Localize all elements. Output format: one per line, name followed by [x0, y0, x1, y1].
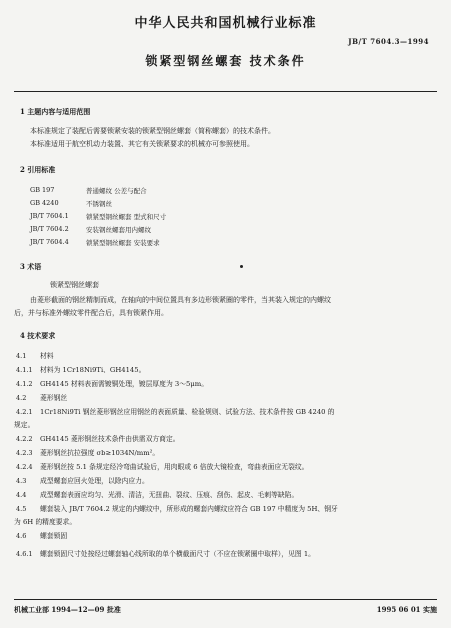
- clause-text: 材料为 1Cr18Ni9Ti、GH4145。: [40, 366, 146, 374]
- clause-number: 4.2.1: [16, 408, 33, 416]
- clause-text: 菱形钢丝按 5.1 条规定经冷弯曲试验后，用肉眼或 6 倍放大镜检查，弯曲表面应无裂纹。: [40, 463, 309, 471]
- clause-number: 4.6.1: [16, 550, 33, 558]
- ref-name: 安装钢丝螺套用内螺纹: [86, 226, 151, 234]
- ref-name: 锁紧型钢丝螺套 安装要求: [86, 239, 160, 247]
- section-3-heading: 3 术语: [20, 262, 42, 271]
- ref-name: 不锈钢丝: [86, 200, 112, 208]
- clause-number: 4.4: [16, 491, 27, 499]
- ref-name: 锁紧型钢丝螺套 型式和尺寸: [86, 213, 167, 221]
- clause-number: 4.1.2: [16, 380, 33, 388]
- clause-text: 成型螺套表面应均匀、光滑、清洁，无扭曲、裂纹、压痕、刮伤、起皮、毛刺等缺陷。: [40, 491, 299, 499]
- ref-name: 普通螺纹 公差与配合: [86, 187, 147, 195]
- clause-text: 成型螺套应回火处理，以除内应力。: [40, 477, 149, 485]
- clause-text-continued: 为 6H 的精度要求。: [14, 518, 77, 526]
- issuing-org-header: 中华人民共和国机械行业标准: [134, 16, 317, 31]
- term-definition-line-1: 由菱形截面的钢丝精制而成，在轴向的中间位置具有多边形锁紧圈的零件，当其装入规定的内螺纹: [30, 296, 331, 304]
- clause-number: 4.1.1: [16, 366, 33, 374]
- effective-date: 1995 06 01 实施: [376, 605, 437, 614]
- clause-text: 材料: [40, 352, 54, 360]
- approval-date: 机械工业部 1994—12—09 批准: [14, 605, 121, 614]
- clause-number: 4.5: [16, 505, 27, 513]
- section-2-heading: 2 引用标准: [20, 165, 56, 174]
- clause-number: 4.2.2: [16, 435, 33, 443]
- clause-text: 1Cr18Ni9Ti 钢丝菱形钢丝应用钢丝的表面质量、检验规则、试验方法、技术条件按 GB 4240 的: [40, 408, 335, 416]
- section-4-heading: 4 技术要求: [20, 331, 56, 340]
- ref-code: JB/T 7604.2: [30, 225, 69, 233]
- ref-code: GB 197: [30, 186, 55, 194]
- section-1-heading: 1 主题内容与适用范围: [20, 107, 91, 116]
- ref-code: JB/T 7604.4: [30, 238, 69, 246]
- clause-number: 4.2.3: [16, 449, 33, 457]
- document-title: 锁紧型钢丝螺套 技术条件: [145, 54, 306, 68]
- clause-number: 4.2.4: [16, 463, 33, 471]
- clause-number: 4.1: [16, 352, 27, 360]
- clause-text: GH4145 材料表面需镀铜处理，镀层厚度为 3～5μm。: [40, 380, 209, 388]
- clause-number: 4.3: [16, 477, 27, 485]
- clause-text: 螺套锁固尺寸处按经过螺套轴心线所取的单个横截面尺寸（不应在锁紧圈中取样），见图 1。: [40, 550, 315, 558]
- standard-number: JB/T 7604.3—1994: [348, 37, 429, 46]
- term-definition-line-2: 后，并与标准外螺纹零件配合后，具有锁紧作用。: [14, 309, 168, 317]
- clause-text: 菱形钢丝: [40, 394, 68, 402]
- clause-text-continued: 规定。: [14, 421, 35, 429]
- footer-rule: [14, 599, 437, 600]
- section-1-para-2: 本标准适用于航空机动力装置、其它有关锁紧要求的机械亦可参照使用。: [30, 140, 254, 148]
- clause-text: 螺套装入 JB/T 7604.2 规定的内螺纹中，所形成的螺套内螺纹应符合 GB 197 中精度为 5H、钢牙: [40, 505, 338, 513]
- header-rule: [14, 91, 437, 92]
- clause-text: GH4145 菱形钢丝技术条件由供需双方商定。: [40, 435, 180, 443]
- margin-dot: [240, 265, 243, 268]
- term-name: 锁紧型钢丝螺套: [50, 281, 99, 289]
- clause-number: 4.6: [16, 532, 27, 540]
- ref-code: GB 4240: [30, 199, 59, 207]
- clause-number: 4.2: [16, 394, 27, 402]
- clause-text: 菱形钢丝抗拉强度 σb≥1034N/mm²。: [40, 449, 160, 457]
- ref-code: JB/T 7604.1: [30, 212, 69, 220]
- section-1-para-1: 本标准规定了装配后需要锁紧安装的锁紧型钢丝螺套（简称螺套）的技术条件。: [30, 127, 275, 135]
- clause-text: 螺套锁固: [40, 532, 68, 540]
